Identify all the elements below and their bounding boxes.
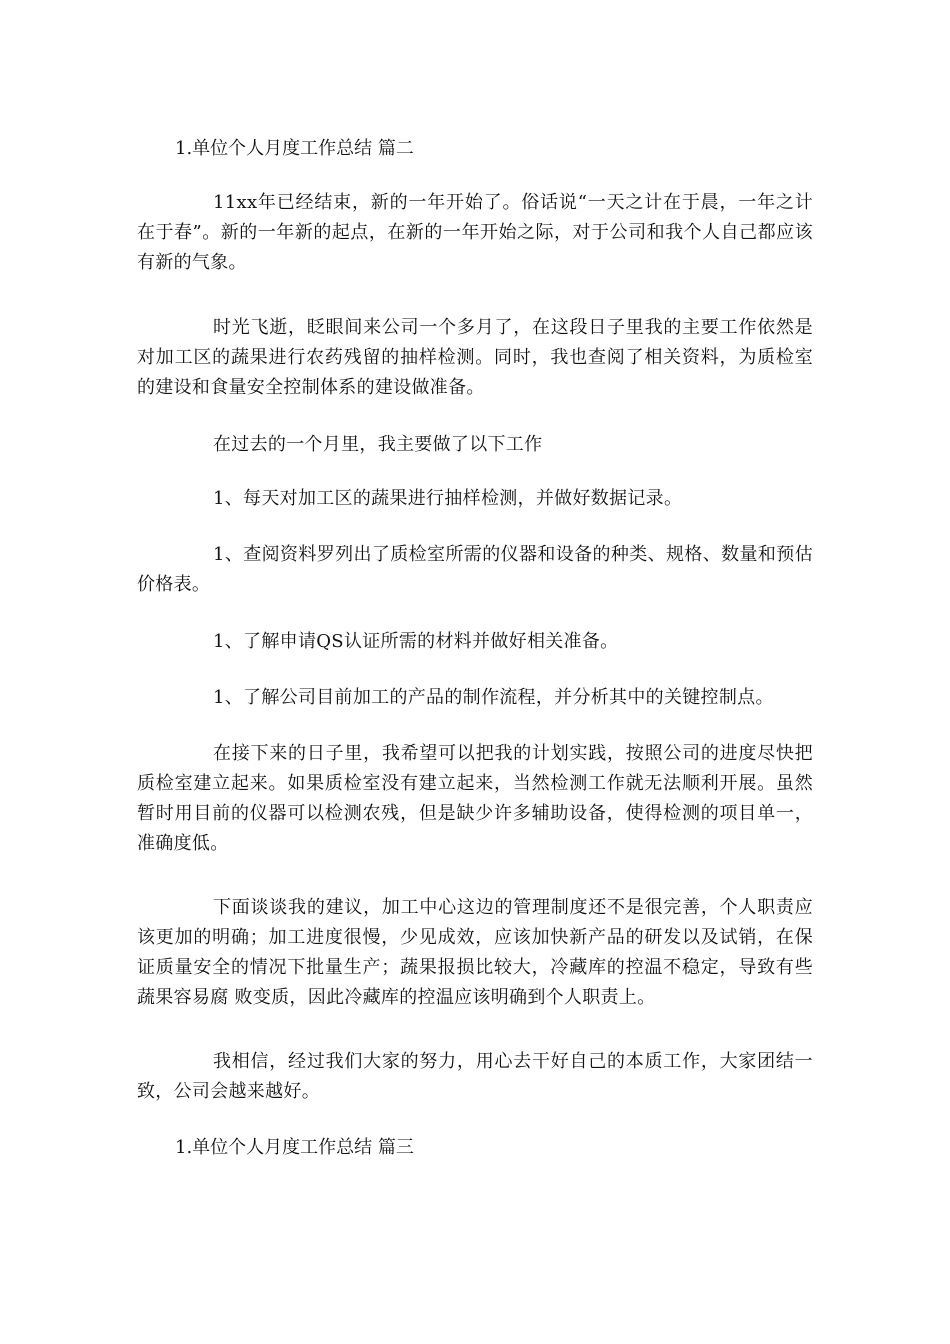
list-item-qs: 1、了解申请QS认证所需的材料并做好相关准备。: [213, 631, 619, 652]
paragraph-work-intro: 在过去的一个月里，我主要做了以下工作: [213, 434, 543, 455]
section-heading-3: 1.单位个人月度工作总结 篇三: [175, 1137, 414, 1158]
paragraph-overview: 时光飞逝，眨眼间来公司一个多月了，在这段日子里我的主要工作依然是对加工区的蔬果进行农药残留的抽样检测。同时，我也查阅了相关资料，为质检室的建设和食量安全控制体系的建设做准备。: [137, 317, 813, 398]
paragraph-plan: 在接下来的日子里，我希望可以把我的计划实践，按照公司的进度尽快把质检室建立起来。如果质检室没有建立起来，当然检测工作就无法顺利开展。虽然暂时用目前的仪器可以检测农残，但是缺少许多辅助设备，使得检测的项目单一，准确度低。: [137, 743, 813, 854]
section-heading-2: 1.单位个人月度工作总结 篇二: [175, 138, 414, 159]
list-item-sampling: 1、每天对加工区的蔬果进行抽样检测，并做好数据记录。: [213, 488, 683, 509]
list-item-equipment: 1、查阅资料罗列出了质检室所需的仪器和设备的种类、规格、数量和预估价格表。: [137, 544, 813, 595]
paragraph-conclusion: 我相信，经过我们大家的努力，用心去干好自己的本质工作，大家团结一致，公司会越来越好。: [137, 1051, 813, 1102]
list-item-process: 1、了解公司目前加工的产品的制作流程，并分析其中的关键控制点。: [213, 687, 774, 708]
paragraph-suggestions: 下面谈谈我的建议，加工中心这边的管理制度还不是很完善，个人职责应该更加的明确；加工进度很慢，少见成效，应该加快新产品的研发以及试销，在保证质量安全的情况下批量生产；蔬果报损比较大，冷藏库的控温不稳定，导致有些蔬果容易腐 败变质，因此冷藏库的控温应该明确到个人职责上。: [137, 897, 813, 1008]
paragraph-intro: 11xx年已经结束，新的一年开始了。俗话说“一天之计在于晨，一年之计在于春”。新的一年新的起点，在新的一年开始之际，对于公司和我个人自己都应该有新的气象。: [137, 192, 813, 273]
